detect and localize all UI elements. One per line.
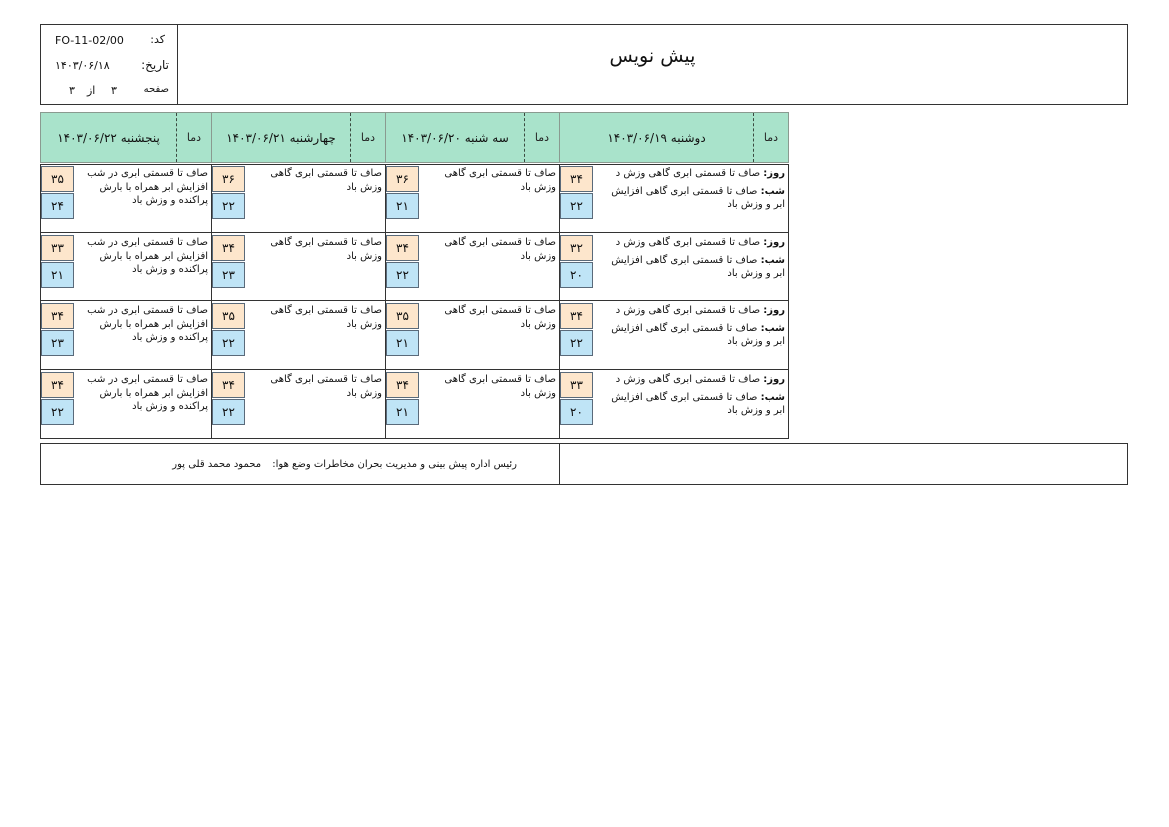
day-date: دوشنبه ۱۴۰۳/۰۶/۱۹ — [560, 113, 754, 162]
max-temp: ۳۳ — [41, 235, 74, 261]
date-value: ۱۴۰۳/۰۶/۱۸ — [55, 59, 110, 72]
forecast-text: صاف تا قسمتی ابری گاهی وزش باد — [270, 237, 382, 262]
day-header-3 — [211, 112, 386, 163]
max-temp: ۳۴ — [560, 166, 593, 192]
max-temp: ۳۴ — [386, 372, 419, 398]
grid-hline — [40, 232, 789, 233]
forecast-text: صاف تا قسمتی ابری گاهی وزش باد — [270, 168, 382, 193]
day-header-1 — [559, 112, 789, 163]
max-temp: ۳۵ — [386, 303, 419, 329]
min-temp: ۲۱ — [386, 193, 419, 219]
page-of: از — [87, 84, 96, 97]
temp-header: دما — [763, 131, 779, 144]
grid-vline — [788, 164, 789, 439]
night-label: شب: — [760, 322, 785, 334]
forecast-text: صاف تا قسمتی ابری گاهی وزش باد — [444, 168, 556, 193]
night-forecast: صاف تا قسمتی ابری گاهی افزایش ابر و وزش باد — [611, 391, 785, 416]
max-temp: ۳۶ — [212, 166, 245, 192]
forecast-table — [40, 112, 789, 439]
day-label: روز: — [763, 374, 785, 385]
max-temp: ۳۴ — [212, 372, 245, 398]
min-temp: ۲۲ — [212, 399, 245, 425]
document-header — [40, 24, 1128, 105]
night-forecast: صاف تا قسمتی ابری گاهی افزایش ابر و وزش باد — [611, 254, 785, 279]
page-label: صفحه — [143, 84, 169, 95]
forecast-text — [597, 304, 785, 349]
day-header-4 — [40, 112, 212, 163]
signer-name: محمود محمد قلی پور — [172, 459, 262, 470]
signer-role: رئیس اداره پیش بینی و مدیریت بحران مخاطرات وضع هوا: — [272, 459, 517, 470]
code-value: FO-11-02/00 — [55, 34, 124, 47]
forecast-text — [597, 167, 785, 212]
day-date: پنجشنبه ۱۴۰۳/۰۶/۲۲ — [41, 113, 177, 162]
temp-header: دما — [534, 131, 550, 144]
max-temp: ۳۶ — [386, 166, 419, 192]
forecast-text: صاف تا قسمتی ابری گاهی وزش باد — [444, 305, 556, 330]
day-date: سه شنبه ۱۴۰۳/۰۶/۲۰ — [386, 113, 525, 162]
min-temp: ۲۳ — [212, 262, 245, 288]
night-forecast: صاف تا قسمتی ابری گاهی افزایش ابر و وزش باد — [611, 322, 785, 347]
max-temp: ۳۵ — [212, 303, 245, 329]
document-meta-box — [41, 25, 178, 104]
footer-divider — [559, 444, 560, 484]
max-temp: ۳۲ — [560, 235, 593, 261]
forecast-text — [597, 373, 785, 418]
min-temp: ۲۲ — [560, 193, 593, 219]
grid-hline — [40, 369, 789, 370]
page-current: ۳ — [111, 84, 117, 97]
max-temp: ۳۴ — [41, 372, 74, 398]
max-temp: ۳۴ — [41, 303, 74, 329]
forecast-text: صاف تا قسمتی ابری در شب افزایش ابر همراه با بارش پراکنده و وزش باد — [87, 237, 208, 275]
max-temp: ۳۴ — [212, 235, 245, 261]
day-forecast: صاف تا قسمتی ابری گاهی وزش د — [615, 168, 764, 179]
forecast-text: صاف تا قسمتی ابری گاهی وزش باد — [444, 374, 556, 399]
min-temp: ۲۱ — [386, 330, 419, 356]
grid-hline — [40, 438, 789, 439]
night-forecast: صاف تا قسمتی ابری گاهی افزایش ابر و وزش باد — [611, 185, 785, 210]
grid-hline — [40, 164, 789, 165]
min-temp: ۲۴ — [41, 193, 74, 219]
min-temp: ۲۳ — [41, 330, 74, 356]
date-label: تاریخ: — [141, 58, 169, 72]
min-temp: ۲۱ — [41, 262, 74, 288]
day-label: روز: — [763, 237, 785, 248]
day-date: چهارشنبه ۱۴۰۳/۰۶/۲۱ — [212, 113, 351, 162]
page-total: ۳ — [69, 84, 75, 97]
min-temp: ۲۲ — [212, 193, 245, 219]
forecast-text: صاف تا قسمتی ابری در شب افزایش ابر همراه با بارش پراکنده و وزش باد — [87, 168, 208, 206]
forecast-text: صاف تا قسمتی ابری گاهی وزش باد — [270, 374, 382, 399]
forecast-text: صاف تا قسمتی ابری در شب افزایش ابر همراه با بارش پراکنده و وزش باد — [87, 305, 208, 343]
night-label: شب: — [760, 254, 785, 266]
min-temp: ۲۲ — [386, 262, 419, 288]
signature-footer — [40, 443, 1128, 485]
signature-line — [164, 459, 517, 470]
temp-header: دما — [360, 131, 376, 144]
min-temp: ۲۰ — [560, 262, 593, 288]
code-label: کد: — [150, 33, 165, 46]
max-temp: ۳۵ — [41, 166, 74, 192]
min-temp: ۲۲ — [41, 399, 74, 425]
forecast-text: صاف تا قسمتی ابری در شب افزایش ابر همراه با بارش پراکنده و وزش باد — [87, 374, 208, 412]
max-temp: ۳۳ — [560, 372, 593, 398]
night-label: شب: — [760, 391, 785, 403]
day-label: روز: — [763, 305, 785, 316]
min-temp: ۲۲ — [212, 330, 245, 356]
min-temp: ۲۰ — [560, 399, 593, 425]
day-forecast: صاف تا قسمتی ابری گاهی وزش د — [615, 305, 764, 316]
forecast-text: صاف تا قسمتی ابری گاهی وزش باد — [444, 237, 556, 262]
min-temp: ۲۱ — [386, 399, 419, 425]
temp-header: دما — [186, 131, 202, 144]
day-header-2 — [385, 112, 560, 163]
day-forecast: صاف تا قسمتی ابری گاهی وزش د — [615, 374, 764, 385]
max-temp: ۳۴ — [386, 235, 419, 261]
document-title: پیش نویس — [609, 45, 696, 67]
max-temp: ۳۴ — [560, 303, 593, 329]
day-forecast: صاف تا قسمتی ابری گاهی وزش د — [615, 237, 764, 248]
forecast-text — [597, 236, 785, 281]
grid-hline — [40, 300, 789, 301]
forecast-rows — [40, 164, 789, 439]
forecast-text: صاف تا قسمتی ابری گاهی وزش باد — [270, 305, 382, 330]
night-label: شب: — [760, 185, 785, 197]
day-label: روز: — [763, 168, 785, 179]
min-temp: ۲۲ — [560, 330, 593, 356]
